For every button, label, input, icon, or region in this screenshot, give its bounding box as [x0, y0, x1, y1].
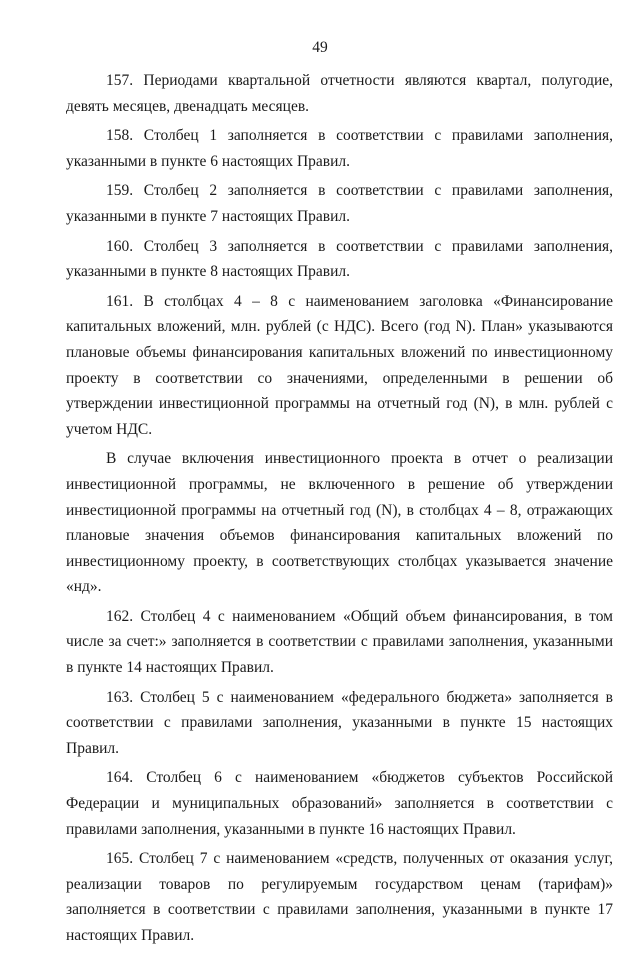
- paragraph-157: 157. Периодами квартальной отчетности являются квартал, полугодие, девять месяцев, двенадцать месяцев.: [66, 72, 613, 115]
- paragraph-161: 161. В столбцах 4 – 8 с наименованием заголовка «Финансирование капитальных вложений, млн. рублей (с НДС). Всего (год N). План» указываются плановые объемы финансирования капитальных вложений по инвестиционному проекту в соответствии со значениями, определенными в решении об утверждении инвестиционной программы на отчетный год (N), в млн. рублей с учетом НДС.: [66, 292, 613, 438]
- page-number: 49: [312, 39, 328, 56]
- document-body: [66, 68, 613, 953]
- paragraph-158: 158. Столбец 1 заполняется в соответствии с правилами заполнения, указанными в пункте 6 настоящих Правил.: [66, 127, 613, 170]
- paragraph-164: 164. Столбец 6 с наименованием «бюджетов субъектов Российской Федерации и муниципальных образований» заполняется в соответствии с правилами заполнения, указанными в пункте 16 настоящих Правил.: [66, 769, 613, 838]
- paragraph-165: 165. Столбец 7 с наименованием «средств, полученных от оказания услуг, реализации товаров по регулируемым государством ценам (тарифам)» заполняется в соответствии с правилами заполнения, указанными в пункте 17 настоящих Правил.: [66, 850, 613, 944]
- paragraph-160: 160. Столбец 3 заполняется в соответствии с правилами заполнения, указанными в пункте 8 настоящих Правил.: [66, 237, 613, 281]
- paragraph-162: 162. Столбец 4 с наименованием «Общий объем финансирования, в том числе за счет:» заполняется в соответствии с правилами заполнения, указанными в пункте 14 настоящих Правил.: [66, 607, 613, 677]
- paragraph-159: 159. Столбец 2 заполняется в соответствии с правилами заполнения, указанными в пункте 7 настоящих Правил.: [66, 182, 613, 225]
- paragraph-161-continuation: В случае включения инвестиционного проекта в отчет о реализации инвестиционной программы, не включенного в решение об утверждении инвестиционной программы на отчетный год (N), в столбцах 4 – 8, отражающих плановые значения объемов финансирования капитальных вложений по инвестиционному проекту, в соответствующих столбцах указывается значение «нд».: [66, 450, 613, 596]
- paragraph-163: 163. Столбец 5 с наименованием «федерального бюджета» заполняется в соответствии с правилами заполнения, указанными в пункте 15 настоящих Правил.: [66, 688, 613, 757]
